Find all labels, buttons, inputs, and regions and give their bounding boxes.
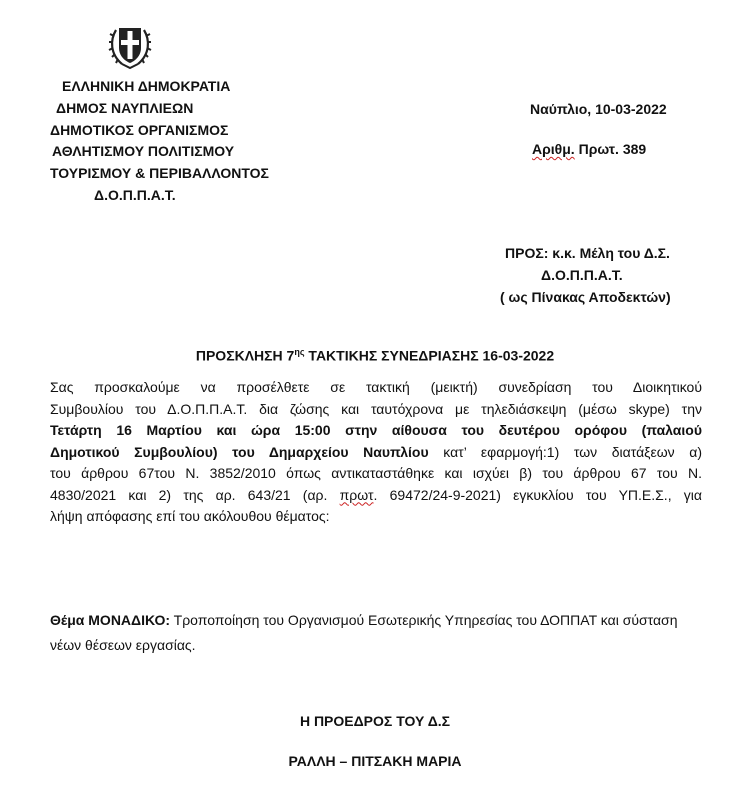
signature-title: Η ΠΡΟΕΔΡΟΣ ΤΟΥ Δ.Σ xyxy=(299,713,451,729)
body-line-6-a: 4830/2021 και 2) της αρ. 643/21 (αρ. xyxy=(50,486,340,503)
invitation-body xyxy=(50,377,702,528)
subject-text: Τροποποίηση του Οργανισμού Εσωτερικής Υπηρεσίας του ΔΟΠΠΑΤ και σύσταση νέων θέσεων εργασίας. xyxy=(50,612,678,653)
issuer-line-3: ΔΗΜΟΤΙΚΟΣ ΟΡΓΑΝΙΣΜΟΣ xyxy=(50,122,229,138)
issuer-line-6: Δ.Ο.Π.Π.Α.Τ. xyxy=(94,187,176,203)
body-line-4 xyxy=(50,442,702,464)
subject-label: Θέμα ΜΟΝΑΔΙΚΟ: xyxy=(50,612,171,628)
body-line-4-rest: κατ’ εφαρμογή:1) των διατάξεων α) xyxy=(428,443,702,460)
body-line-7: λήψη απόφασης επί του ακόλουθου θέματος: xyxy=(50,508,330,524)
body-line-6 xyxy=(50,485,702,507)
body-line-6-squiggle: πρωτ xyxy=(339,486,374,503)
protocol-label: Αριθμ. xyxy=(532,141,575,157)
issuer-line-4: ΑΘΛΗΤΙΣΜΟΥ ΠΟΛΙΤΙΣΜΟΥ xyxy=(52,143,235,159)
protocol-rest: Πρωτ. 389 xyxy=(574,141,647,157)
signature-name: ΡΑΛΛΗ – ΠΙΤΣΑΚΗ ΜΑΡΙΑ xyxy=(288,753,462,769)
subject-block xyxy=(50,608,702,658)
body-line-4-bold: Δημοτικού Συμβουλίου) του Δημαρχείου Ναυπλίου xyxy=(50,443,429,460)
heading-suffix: ΤΑΚΤΙΚΗΣ ΣΥΝΕΔΡΙΑΣΗΣ 16-03-2022 xyxy=(304,347,555,364)
issuer-line-2: ΔΗΜΟΣ ΝΑΥΠΛΙΕΩΝ xyxy=(56,100,194,116)
body-line-6-b: . 69472/24-9-2021) εγκυκλίου του ΥΠ.Ε.Σ., για xyxy=(373,486,702,503)
protocol-number xyxy=(532,141,646,157)
invitation-heading xyxy=(0,347,750,364)
coat-of-arms-emblem xyxy=(108,20,152,70)
body-line-2: Συμβουλίου του Δ.Ο.Π.Π.Α.Τ. δια ζώσης και ταυτόχρονα με τηλεδιάσκεψη (μέσω skype) την xyxy=(50,400,702,417)
issuer-line-5: ΤΟΥΡΙΣΜΟΥ & ΠΕΡΙΒΑΛΛΟΝΤΟΣ xyxy=(50,165,269,181)
recipients-line-3: ( ως Πίνακας Αποδεκτών) xyxy=(500,289,671,305)
body-line-1: Σας προσκαλούμε να προσέλθετε σε τακτική (μεικτή) συνεδρίαση του Διοικητικού xyxy=(50,379,702,395)
place-date: Ναύπλιο, 10-03-2022 xyxy=(530,101,667,117)
body-line-3: Τετάρτη 16 Μαρτίου και ώρα 15:00 στην αίθουσα του δευτέρου ορόφου (παλαιού xyxy=(50,422,702,438)
issuer-line-1: ΕΛΛΗΝΙΚΗ ΔΗΜΟΚΡΑΤΙΑ xyxy=(62,78,231,94)
heading-prefix: ΠΡΟΣΚΛΗΣΗ 7 xyxy=(195,347,295,364)
recipients-line-2: Δ.Ο.Π.Π.Α.Τ. xyxy=(541,267,623,283)
heading-superscript: ης xyxy=(294,347,305,357)
recipients-line-1: ΠΡΟΣ: κ.κ. Μέλη του Δ.Σ. xyxy=(505,245,670,261)
body-line-5: του άρθρου 67του Ν. 3852/2010 όπως αντικαταστάθηκε και ισχύει β) του άρθρου 67 του Ν. xyxy=(50,465,702,481)
